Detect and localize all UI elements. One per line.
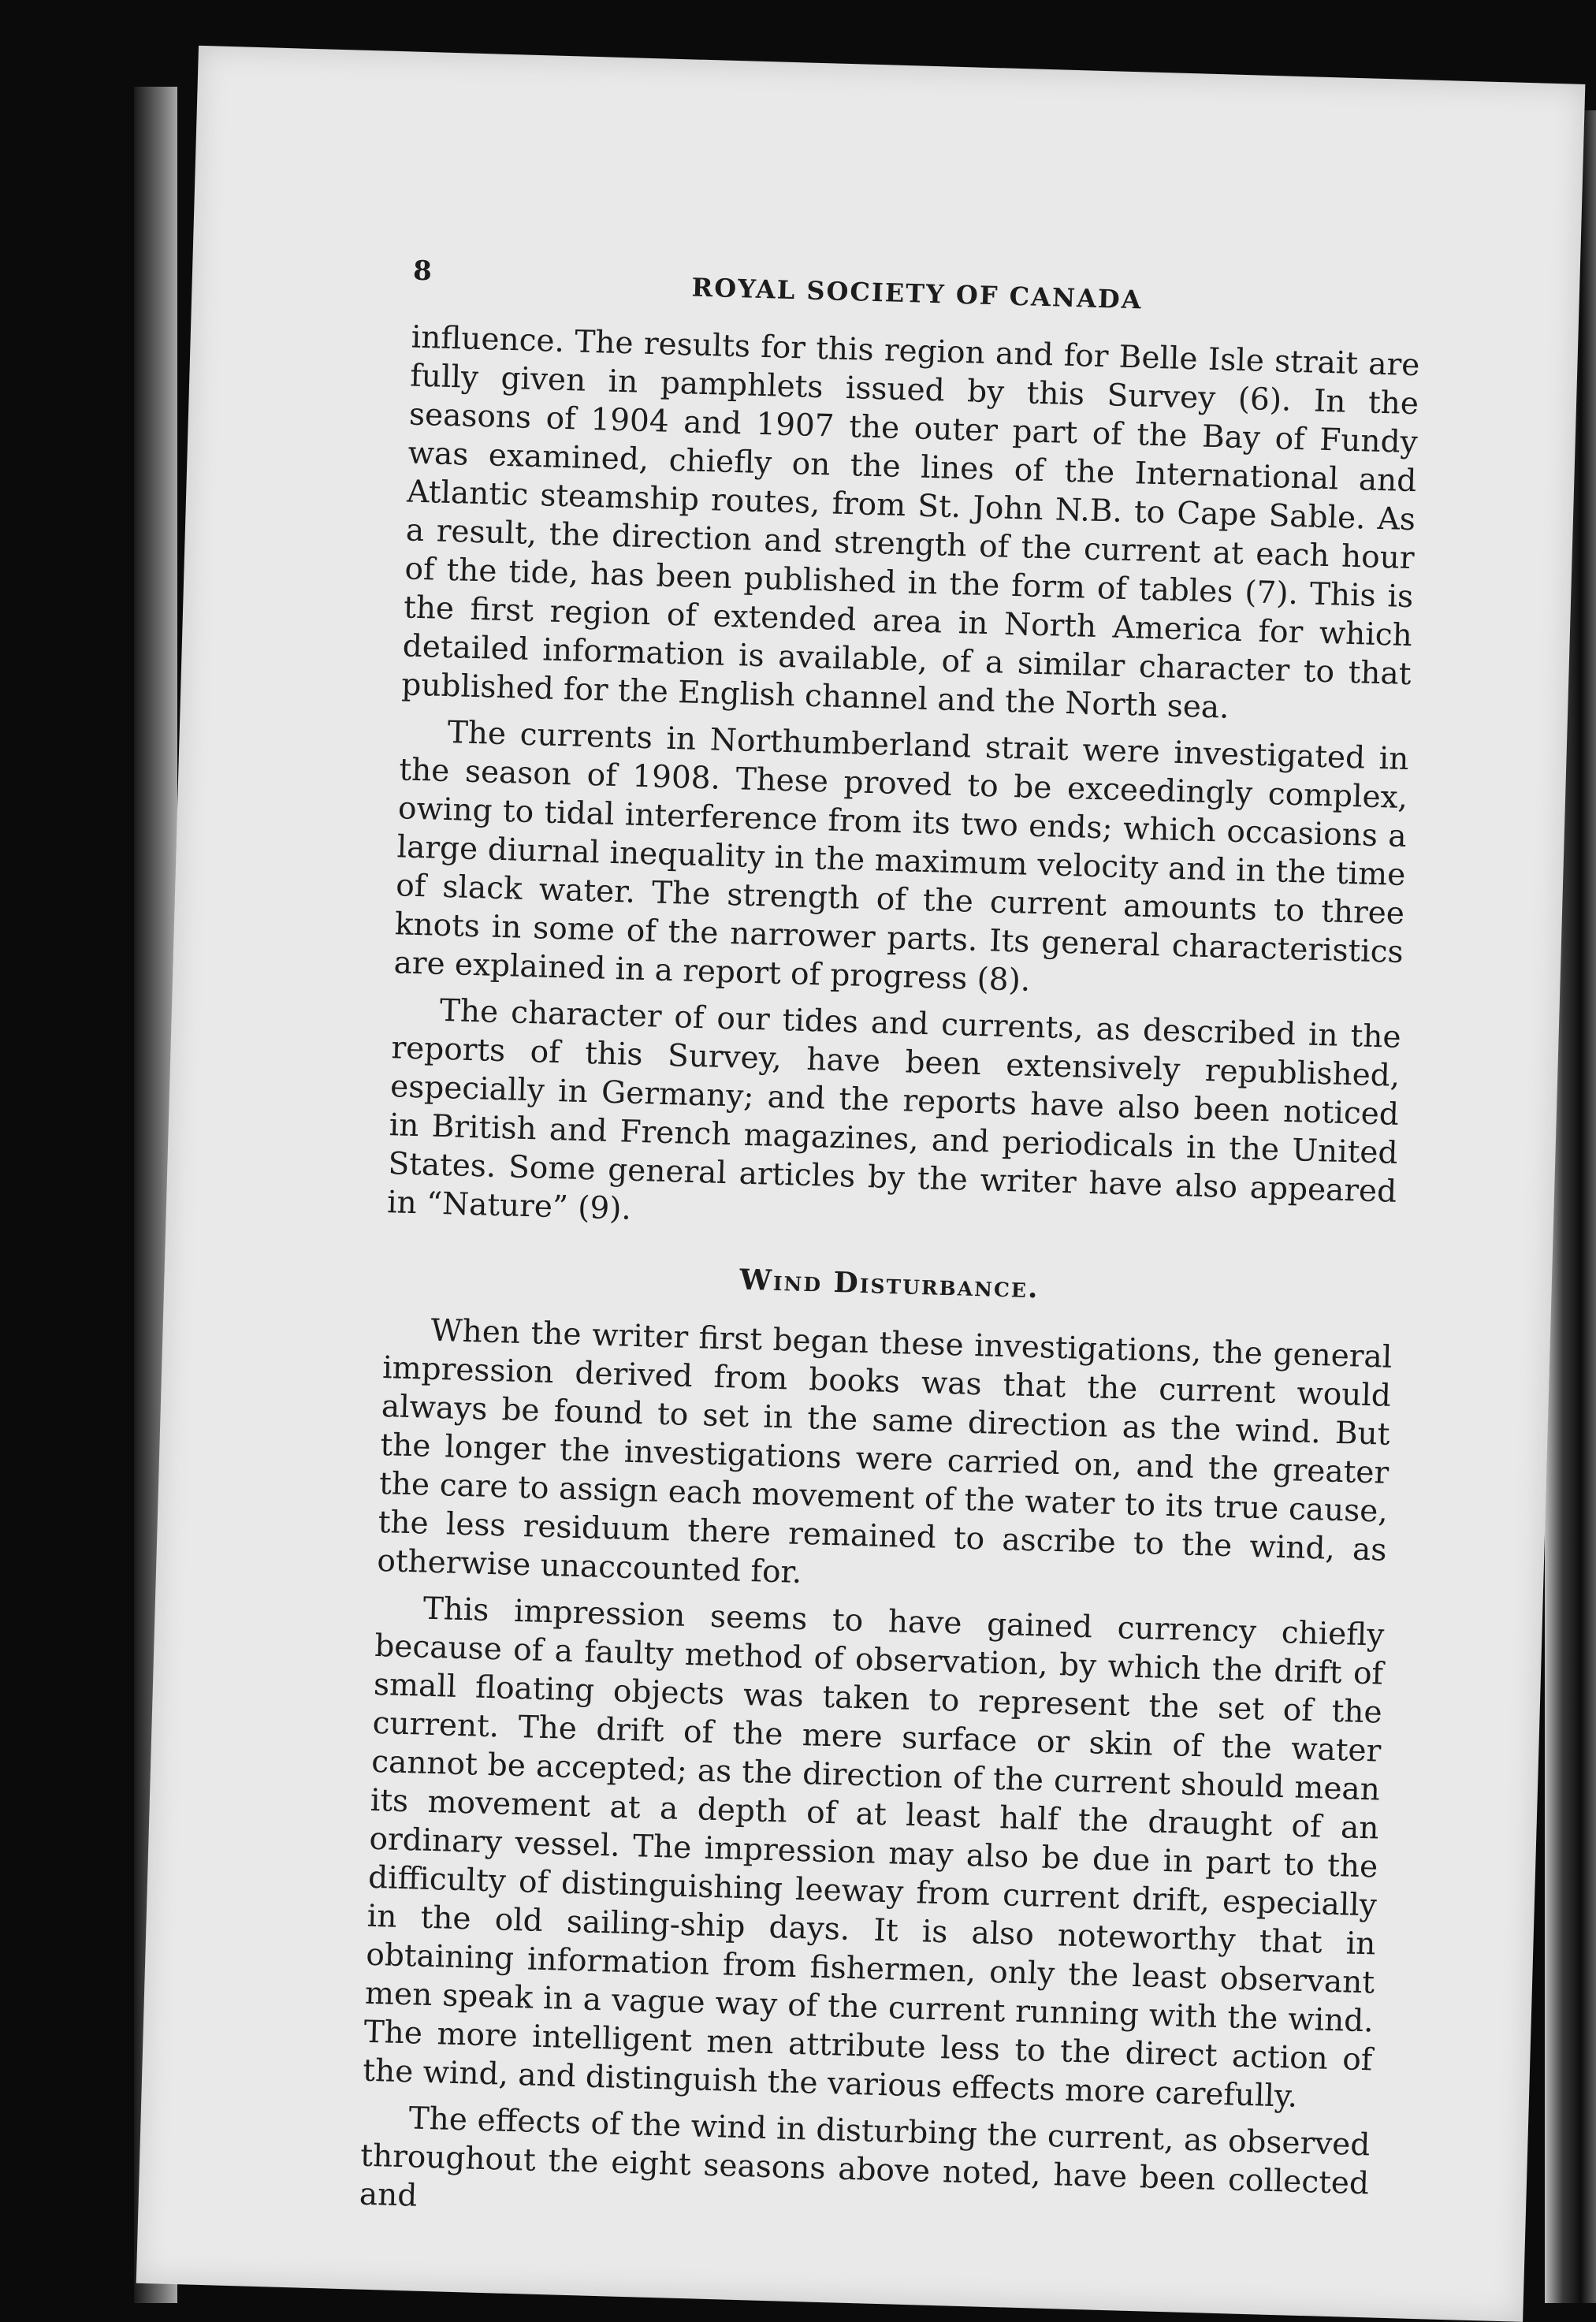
paragraph-5: This impression seems to have gained currency chiefly because of a faulty method of observation, by which the drift of small floating objects was taken to represent the set of the current. The drift of the mere surface or skin of the water cannot be accepted; as the direction of the current should mean its movement at a depth of at least half the draught of an ordinary vessel. The impression may also be due in part to the difficulty of distinguishing leeway from current drift, especially in the old sailing-ship days. It is also noteworthy that in obtaining information from fishermen, only the least observant men speak in a vague way of the current running with the wind. The more intelligent men attribute less to the direct action of the wind, and distinguish the various effects more carefully. bbox=[362, 1591, 1385, 2115]
page-content bbox=[359, 255, 1422, 2250]
paragraph-6: The effects of the wind in disturbing the current, as observed throughout the eight seasons above noted, have been collected and bbox=[359, 2101, 1371, 2214]
paragraph-3: The character of our tides and currents, as described in the reports of this Survey, have been extensively republished, especially in Germany; and the reports have also been noticed in British and French magazines, and periodicals in the United States. Some general articles by the writer have also appeared in “Nature” (9). bbox=[386, 992, 1402, 1227]
paragraph-4: When the writer first began these investigations, the general impression derived from books was that the current would always be found to set in the same direction as the wind. But the longer the investigations were carried on, and the greater the care to assign each movement of the water to its true cause, the less residuum there remained to ascribe to the wind, as otherwise unaccounted for. bbox=[376, 1312, 1393, 1591]
page-sheet bbox=[136, 46, 1586, 2322]
section-heading: Wind Disturbance. bbox=[738, 1263, 1040, 1305]
paragraph-1: influence. The results for this region and for Belle Isle strait are fully given in pamphlets issued by this Survey (6). In the seasons of 1904 and 1907 the outer part of the Bay of Fundy was examined, chiefly on the lines of the International and Atlantic steamship routes, from St. John N.B. to Cape Sable. As a result, the direction and strength of the current at each hour of the tide, has been published in the form of tables (7). This is the first region of extended area in North America for which detailed information is available, of a similar character to that published for the English channel and the North sea. bbox=[400, 319, 1420, 726]
running-head: ROYAL SOCIETY OF CANADA bbox=[691, 272, 1144, 315]
paragraph-2: The currents in Northumberland strait were investigated in the season of 1908. These proved to be exceedingly complex, owing to tidal interference from its two ends; which occasions a large diurnal inequality in the maximum velocity and in the time of slack water. The strength of the current amounts to three knots in some of the narrower parts. Its general characteristics are explained in a report of progress (8). bbox=[393, 715, 1409, 999]
page-number: 8 bbox=[412, 255, 433, 288]
